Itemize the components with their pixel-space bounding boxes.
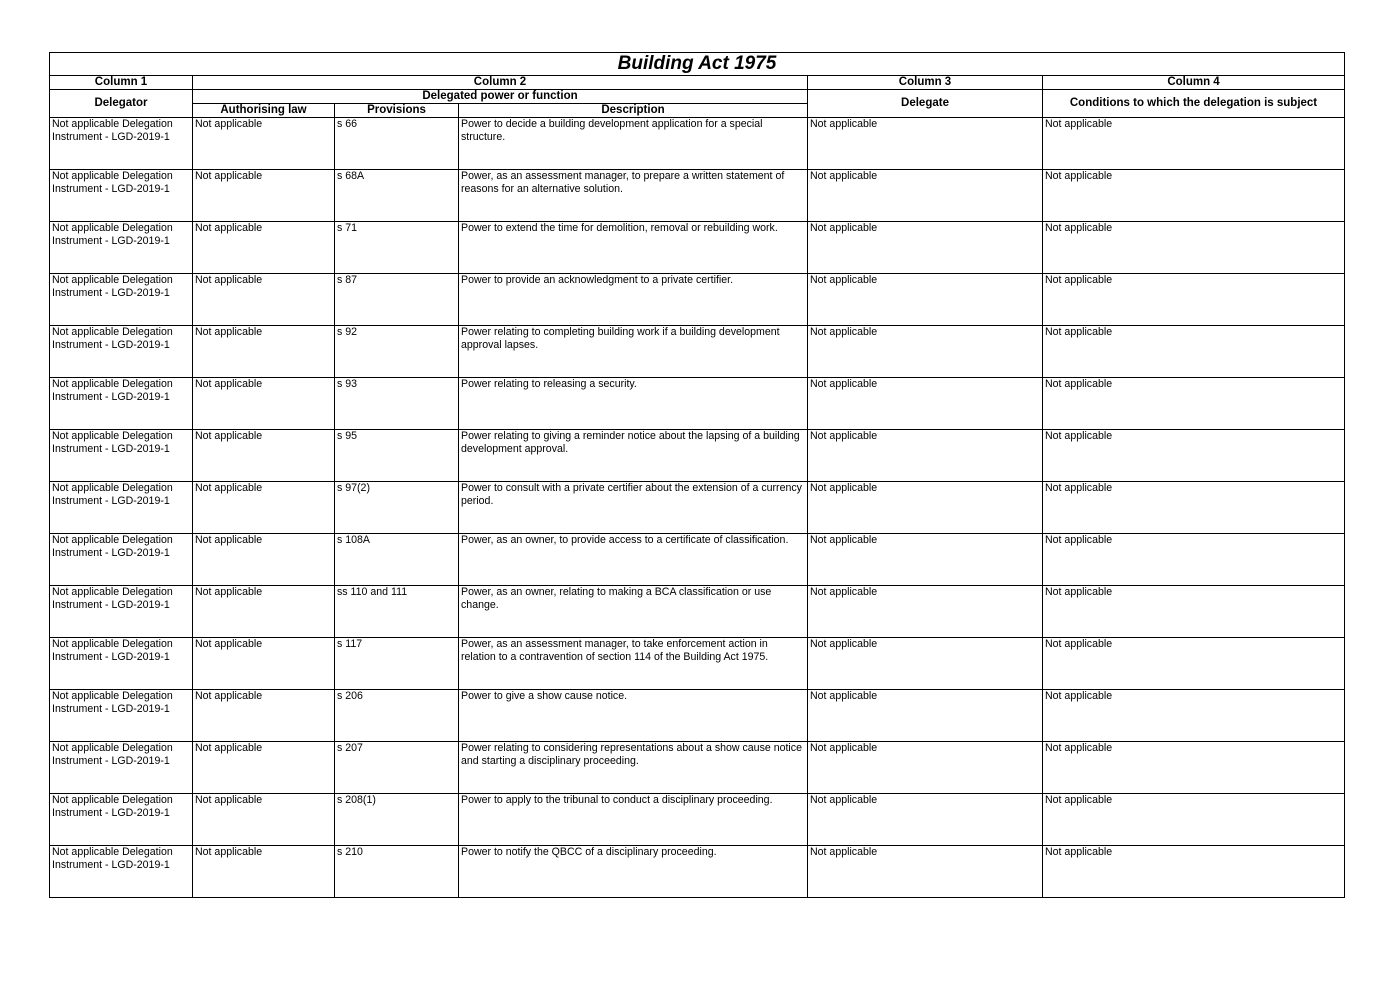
column4-header: Column 4 xyxy=(1043,76,1345,90)
description-cell: Power relating to releasing a security. xyxy=(459,378,808,430)
authorising-law-cell: Not applicable xyxy=(193,846,335,898)
table-row xyxy=(50,326,1345,378)
delegate-cell: Not applicable xyxy=(808,794,1043,846)
conditions-cell: Not applicable xyxy=(1043,170,1345,222)
description-cell: Power relating to completing building work if a building development approval lapses. xyxy=(459,326,808,378)
delegate-cell: Not applicable xyxy=(808,118,1043,170)
column3-header: Column 3 xyxy=(808,76,1043,90)
conditions-cell: Not applicable xyxy=(1043,118,1345,170)
delegator-cell: Not applicable Delegation Instrument - LGD-2019-1 xyxy=(50,742,193,794)
conditions-cell: Not applicable xyxy=(1043,274,1345,326)
conditions-cell: Not applicable xyxy=(1043,638,1345,690)
provision-cell: s 87 xyxy=(335,274,459,326)
delegator-cell: Not applicable Delegation Instrument - LGD-2019-1 xyxy=(50,794,193,846)
table-title: Building Act 1975 xyxy=(50,53,1345,76)
description-cell: Power, as an assessment manager, to take enforcement action in relation to a contravention of section 114 of the Building Act 1975. xyxy=(459,638,808,690)
provision-cell: s 93 xyxy=(335,378,459,430)
table-row xyxy=(50,690,1345,742)
table-row xyxy=(50,794,1345,846)
delegator-cell: Not applicable Delegation Instrument - LGD-2019-1 xyxy=(50,378,193,430)
provision-cell: s 208(1) xyxy=(335,794,459,846)
delegator-cell: Not applicable Delegation Instrument - LGD-2019-1 xyxy=(50,430,193,482)
provision-cell: ss 110 and 111 xyxy=(335,586,459,638)
provision-cell: s 92 xyxy=(335,326,459,378)
conditions-cell: Not applicable xyxy=(1043,430,1345,482)
delegation-table xyxy=(49,52,1345,898)
delegator-cell: Not applicable Delegation Instrument - LGD-2019-1 xyxy=(50,690,193,742)
delegator-cell: Not applicable Delegation Instrument - LGD-2019-1 xyxy=(50,118,193,170)
provision-cell: s 117 xyxy=(335,638,459,690)
description-cell: Power to provide an acknowledgment to a private certifier. xyxy=(459,274,808,326)
provision-cell: s 71 xyxy=(335,222,459,274)
provision-cell: s 66 xyxy=(335,118,459,170)
conditions-cell: Not applicable xyxy=(1043,586,1345,638)
delegate-cell: Not applicable xyxy=(808,586,1043,638)
authorising-law-cell: Not applicable xyxy=(193,378,335,430)
delegate-cell: Not applicable xyxy=(808,482,1043,534)
conditions-cell: Not applicable xyxy=(1043,846,1345,898)
description-cell: Power, as an owner, to provide access to a certificate of classification. xyxy=(459,534,808,586)
provision-cell: s 207 xyxy=(335,742,459,794)
authorising-law-cell: Not applicable xyxy=(193,118,335,170)
conditions-cell: Not applicable xyxy=(1043,378,1345,430)
table-row xyxy=(50,742,1345,794)
conditions-cell: Not applicable xyxy=(1043,742,1345,794)
conditions-cell: Not applicable xyxy=(1043,794,1345,846)
provision-cell: s 108A xyxy=(335,534,459,586)
delegate-cell: Not applicable xyxy=(808,326,1043,378)
table-row xyxy=(50,586,1345,638)
delegator-header: Delegator xyxy=(50,90,193,118)
table-row xyxy=(50,534,1345,586)
authorising-law-cell: Not applicable xyxy=(193,482,335,534)
table-row xyxy=(50,222,1345,274)
authorising-law-cell: Not applicable xyxy=(193,794,335,846)
provision-cell: s 210 xyxy=(335,846,459,898)
provision-cell: s 95 xyxy=(335,430,459,482)
delegation-register-sheet xyxy=(49,52,1344,898)
authorising-law-cell: Not applicable xyxy=(193,742,335,794)
delegate-header: Delegate xyxy=(808,90,1043,118)
conditions-header: Conditions to which the delegation is subject xyxy=(1043,90,1345,118)
table-row xyxy=(50,378,1345,430)
delegated-power-header: Delegated power or function xyxy=(193,90,808,104)
description-cell: Power to notify the QBCC of a disciplinary proceeding. xyxy=(459,846,808,898)
column2-header: Column 2 xyxy=(193,76,808,90)
delegator-cell: Not applicable Delegation Instrument - LGD-2019-1 xyxy=(50,846,193,898)
delegate-cell: Not applicable xyxy=(808,222,1043,274)
table-row xyxy=(50,430,1345,482)
delegate-cell: Not applicable xyxy=(808,430,1043,482)
table-row xyxy=(50,118,1345,170)
delegator-cell: Not applicable Delegation Instrument - LGD-2019-1 xyxy=(50,326,193,378)
delegate-cell: Not applicable xyxy=(808,534,1043,586)
authorising-law-cell: Not applicable xyxy=(193,222,335,274)
delegator-cell: Not applicable Delegation Instrument - LGD-2019-1 xyxy=(50,638,193,690)
description-cell: Power to consult with a private certifier about the extension of a currency period. xyxy=(459,482,808,534)
delegator-cell: Not applicable Delegation Instrument - LGD-2019-1 xyxy=(50,222,193,274)
table-row xyxy=(50,846,1345,898)
table-row xyxy=(50,170,1345,222)
delegate-cell: Not applicable xyxy=(808,638,1043,690)
delegator-cell: Not applicable Delegation Instrument - LGD-2019-1 xyxy=(50,534,193,586)
column1-header: Column 1 xyxy=(50,76,193,90)
delegator-cell: Not applicable Delegation Instrument - LGD-2019-1 xyxy=(50,586,193,638)
description-cell: Power to decide a building development application for a special structure. xyxy=(459,118,808,170)
delegate-cell: Not applicable xyxy=(808,274,1043,326)
delegate-cell: Not applicable xyxy=(808,690,1043,742)
provision-cell: s 97(2) xyxy=(335,482,459,534)
description-cell: Power relating to giving a reminder notice about the lapsing of a building development approval. xyxy=(459,430,808,482)
provision-cell: s 68A xyxy=(335,170,459,222)
authorising-law-header: Authorising law xyxy=(193,104,335,118)
description-cell: Power, as an owner, relating to making a BCA classification or use change. xyxy=(459,586,808,638)
table-row xyxy=(50,274,1345,326)
provisions-header: Provisions xyxy=(335,104,459,118)
delegate-cell: Not applicable xyxy=(808,378,1043,430)
authorising-law-cell: Not applicable xyxy=(193,170,335,222)
description-header: Description xyxy=(459,104,808,118)
table-row xyxy=(50,482,1345,534)
conditions-cell: Not applicable xyxy=(1043,326,1345,378)
authorising-law-cell: Not applicable xyxy=(193,326,335,378)
conditions-cell: Not applicable xyxy=(1043,222,1345,274)
description-cell: Power to extend the time for demolition, removal or rebuilding work. xyxy=(459,222,808,274)
provision-cell: s 206 xyxy=(335,690,459,742)
conditions-cell: Not applicable xyxy=(1043,690,1345,742)
delegator-cell: Not applicable Delegation Instrument - LGD-2019-1 xyxy=(50,482,193,534)
description-cell: Power, as an assessment manager, to prepare a written statement of reasons for an alternative solution. xyxy=(459,170,808,222)
description-cell: Power relating to considering representations about a show cause notice and starting a disciplinary proceeding. xyxy=(459,742,808,794)
delegator-cell: Not applicable Delegation Instrument - LGD-2019-1 xyxy=(50,170,193,222)
authorising-law-cell: Not applicable xyxy=(193,638,335,690)
delegate-cell: Not applicable xyxy=(808,846,1043,898)
authorising-law-cell: Not applicable xyxy=(193,274,335,326)
authorising-law-cell: Not applicable xyxy=(193,430,335,482)
conditions-cell: Not applicable xyxy=(1043,534,1345,586)
authorising-law-cell: Not applicable xyxy=(193,586,335,638)
authorising-law-cell: Not applicable xyxy=(193,534,335,586)
conditions-cell: Not applicable xyxy=(1043,482,1345,534)
delegate-cell: Not applicable xyxy=(808,742,1043,794)
description-cell: Power to apply to the tribunal to conduct a disciplinary proceeding. xyxy=(459,794,808,846)
table-row xyxy=(50,638,1345,690)
description-cell: Power to give a show cause notice. xyxy=(459,690,808,742)
delegator-cell: Not applicable Delegation Instrument - LGD-2019-1 xyxy=(50,274,193,326)
authorising-law-cell: Not applicable xyxy=(193,690,335,742)
delegate-cell: Not applicable xyxy=(808,170,1043,222)
